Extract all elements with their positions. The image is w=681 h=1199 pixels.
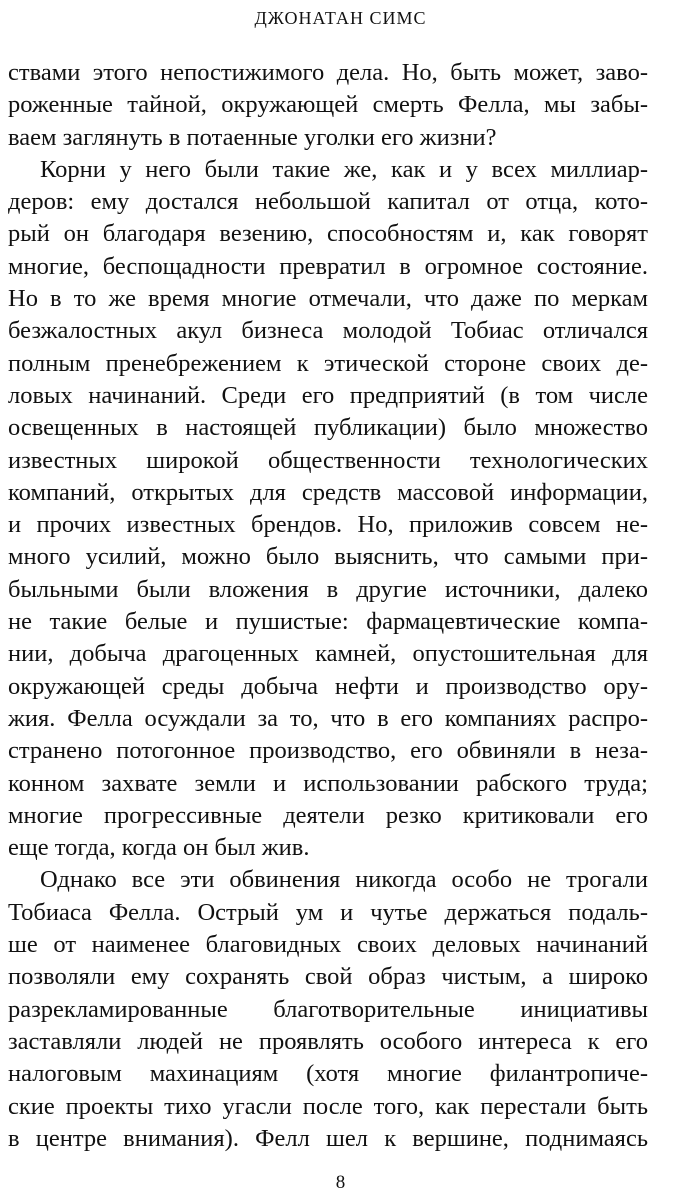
text-line: Но в то же время многие отмечали, что даже по меркам [8, 285, 648, 313]
text-line: деров: ему достался небольшой капитал от отца, кото- [8, 188, 648, 216]
text-line: окружающей среды добыча нефти и производство ору- [8, 672, 648, 700]
text-line: роженные тайной, окружающей смерть Фелла, мы забы- [8, 91, 648, 119]
text-line: ские проекты тихо угасли после того, как перестали быть [8, 1092, 648, 1120]
text-line: быльными были вложения в другие источники, далеко [8, 575, 648, 603]
text-line: нии, добыча драгоценных камней, опустошительная для [8, 640, 648, 668]
text-line: освещенных в настоящей публикации) было множество [8, 414, 648, 442]
text-line: позволяли ему сохранять свой образ чистым, а широко [8, 963, 648, 991]
text-line: много усилий, можно было выяснить, что самыми при- [8, 543, 648, 571]
text-line: полным пренебрежением к этической стороне своих де- [8, 349, 648, 377]
text-line: еще тогда, когда он был жив. [8, 834, 310, 862]
text-line: безжалостных акул бизнеса молодой Тобиас отличался [8, 317, 648, 345]
text-line: странено потогонное производство, его обвиняли в неза- [8, 737, 648, 765]
text-line: ствами этого непостижимого дела. Но, быть может, заво- [8, 59, 648, 86]
text-line: ше от наименее благовидных своих деловых начинаний [8, 931, 648, 959]
text-line: налоговым махинациям (хотя многие филантропиче- [8, 1060, 648, 1088]
text-line: многие прогрессивные деятели резко критиковали его [8, 801, 648, 829]
text-line: компаний, открытых для средств массовой информации, [8, 478, 648, 506]
text-line: рый он благодаря везению, способностям и, как говорят [8, 220, 648, 248]
text-line: Однако все эти обвинения никогда особо не трогали [40, 866, 648, 894]
text-line: ловых начинаний. Среди его предприятий (в том числе [8, 381, 648, 409]
page-number: 8 [335, 1172, 346, 1193]
running-head: ДЖОНАТАН СИМС [254, 8, 427, 28]
text-line: не такие белые и пушистые: фармацевтические компа- [8, 608, 648, 636]
text-line: и прочих известных брендов. Но, приложив совсем не- [8, 511, 648, 539]
text-line: ваем заглянуть в потаенные уголки его жизни? [8, 123, 497, 151]
page-body [8, 57, 648, 1155]
text-line: заставляли людей не проявлять особого интереса к его [8, 1027, 648, 1055]
text-line: в центре внимания). Фелл шел к вершине, поднимаясь [8, 1124, 648, 1152]
text-line: известных широкой общественности технологических [8, 446, 648, 474]
text-line: жия. Фелла осуждали за то, что в его компаниях распро- [8, 704, 648, 732]
text-line: Тобиаса Фелла. Острый ум и чутье держаться подаль- [8, 898, 648, 926]
text-line: разрекламированные благотворительные инициативы [8, 995, 648, 1023]
text-line: конном захвате земли и использовании рабского труда; [8, 769, 648, 797]
text-line: Корни у него были такие же, как и у всех миллиар- [40, 155, 648, 183]
text-line: многие, беспощадности превратил в огромное состояние. [8, 252, 648, 280]
